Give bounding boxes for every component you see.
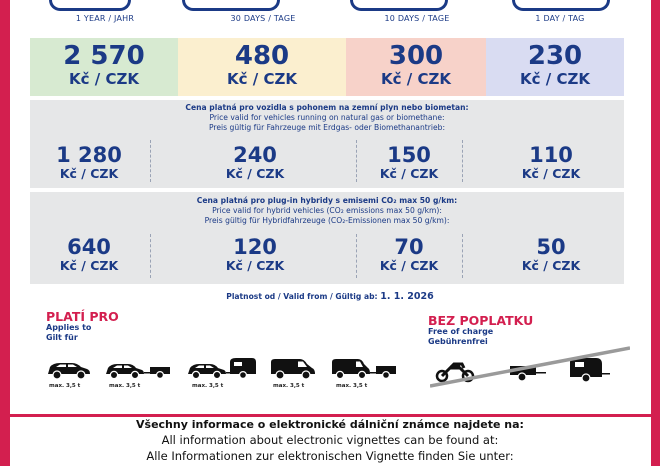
valid-from-label: Platnost od / Valid from / Gültig ab:	[226, 292, 378, 301]
hybrid-price-10-days: 70 Kč / CZK	[379, 235, 439, 273]
separator	[150, 140, 151, 182]
caravan-icon	[570, 358, 610, 382]
price-value: 2 570	[63, 41, 145, 71]
price-currency: Kč / CZK	[227, 70, 297, 88]
footer-cz: Všechny informace o elektronické dálniční známce najdete na:	[136, 418, 524, 431]
period-label-10-days: 10 DAYS / TAGE	[384, 14, 450, 23]
hybrid-note-de: Preis gültig für Hybridfahrzeuge (CO₂-Emissionen max 50 g/km):	[204, 216, 450, 225]
price-cell-1-year	[30, 38, 178, 96]
tab-1-year	[49, 0, 131, 11]
price-cell-10-days	[346, 38, 486, 96]
car-with-trailer-icon	[104, 356, 174, 382]
period-label-1-day: 1 DAY / TAG	[535, 14, 585, 23]
gas-price-band	[30, 100, 624, 188]
price-currency: Kč / CZK	[520, 70, 590, 88]
price-value: 230	[527, 41, 583, 71]
applies-de: Gilt für	[46, 333, 78, 342]
free-title: BEZ POPLATKU	[428, 313, 534, 328]
car-icon	[44, 356, 92, 382]
free-vehicles-group	[430, 344, 630, 388]
gas-price-30-days: 240 Kč / CZK	[225, 143, 285, 181]
tab-30-days	[182, 0, 280, 11]
price-cell-1-day	[486, 38, 624, 96]
gas-price-1-day: 110 Kč / CZK	[521, 143, 581, 181]
separator	[462, 234, 463, 278]
van-with-trailer-icon	[330, 356, 400, 382]
frame-left	[0, 0, 10, 466]
valid-from	[0, 291, 660, 302]
tab-1-day	[512, 0, 610, 11]
price-value: 300	[388, 41, 444, 71]
gas-note-cz: Cena platná pro vozidla s pohonem na zemní plyn nebo biometan:	[185, 103, 469, 112]
footer-en: All information about electronic vignettes can be found at:	[161, 433, 499, 447]
gas-note-en: Price valid for vehicles running on natural gas or biomethane:	[209, 113, 445, 122]
gas-price-1-year: 1 280 Kč / CZK	[56, 143, 122, 181]
separator	[462, 140, 463, 182]
frame-right	[651, 0, 660, 466]
free-en: Free of charge	[428, 327, 494, 336]
hybrid-price-30-days: 120 Kč / CZK	[225, 235, 285, 273]
hybrid-price-band	[30, 192, 624, 284]
tab-10-days	[350, 0, 448, 11]
hybrid-note-cz: Cena platná pro plug-in hybridy s emisemi CO₂ max 50 g/km:	[196, 196, 458, 205]
price-currency: Kč / CZK	[69, 70, 139, 88]
price-cell-30-days	[178, 38, 346, 96]
frame-bottom	[0, 414, 660, 417]
valid-from-date: 1. 1. 2026	[380, 291, 434, 302]
price-currency: Kč / CZK	[381, 70, 451, 88]
separator	[150, 234, 151, 278]
price-value: 480	[234, 41, 290, 71]
free-de: Gebührenfrei	[428, 337, 488, 346]
weight-tag: max. 3,5 t	[273, 383, 305, 389]
hybrid-price-1-day: 50 Kč / CZK	[521, 235, 581, 273]
weight-tag: max. 3,5 t	[336, 383, 368, 389]
weight-tag: max. 3,5 t	[192, 383, 224, 389]
van-icon	[268, 356, 318, 382]
footer-de: Alle Informationen zur elektronischen Vignette finden Sie unter:	[146, 449, 514, 463]
hybrid-note-en: Price valid for hybrid vehicles (CO₂ emissions max 50 g/km):	[212, 206, 442, 215]
period-label-30-days: 30 DAYS / TAGE	[230, 14, 296, 23]
gas-note-de: Preis gültig für Fahrzeuge mit Erdgas- oder Biomethanantrieb:	[208, 123, 446, 132]
weight-tag: max. 3,5 t	[109, 383, 141, 389]
applies-title: PLATÍ PRO	[46, 309, 119, 324]
applies-en: Applies to	[46, 323, 92, 332]
gas-price-10-days: 150 Kč / CZK	[379, 143, 439, 181]
car-with-caravan-icon	[186, 356, 258, 382]
period-label-1-year: 1 YEAR / JAHR	[75, 14, 135, 23]
hybrid-price-1-year: 640 Kč / CZK	[59, 235, 119, 273]
weight-tag: max. 3,5 t	[49, 383, 81, 389]
